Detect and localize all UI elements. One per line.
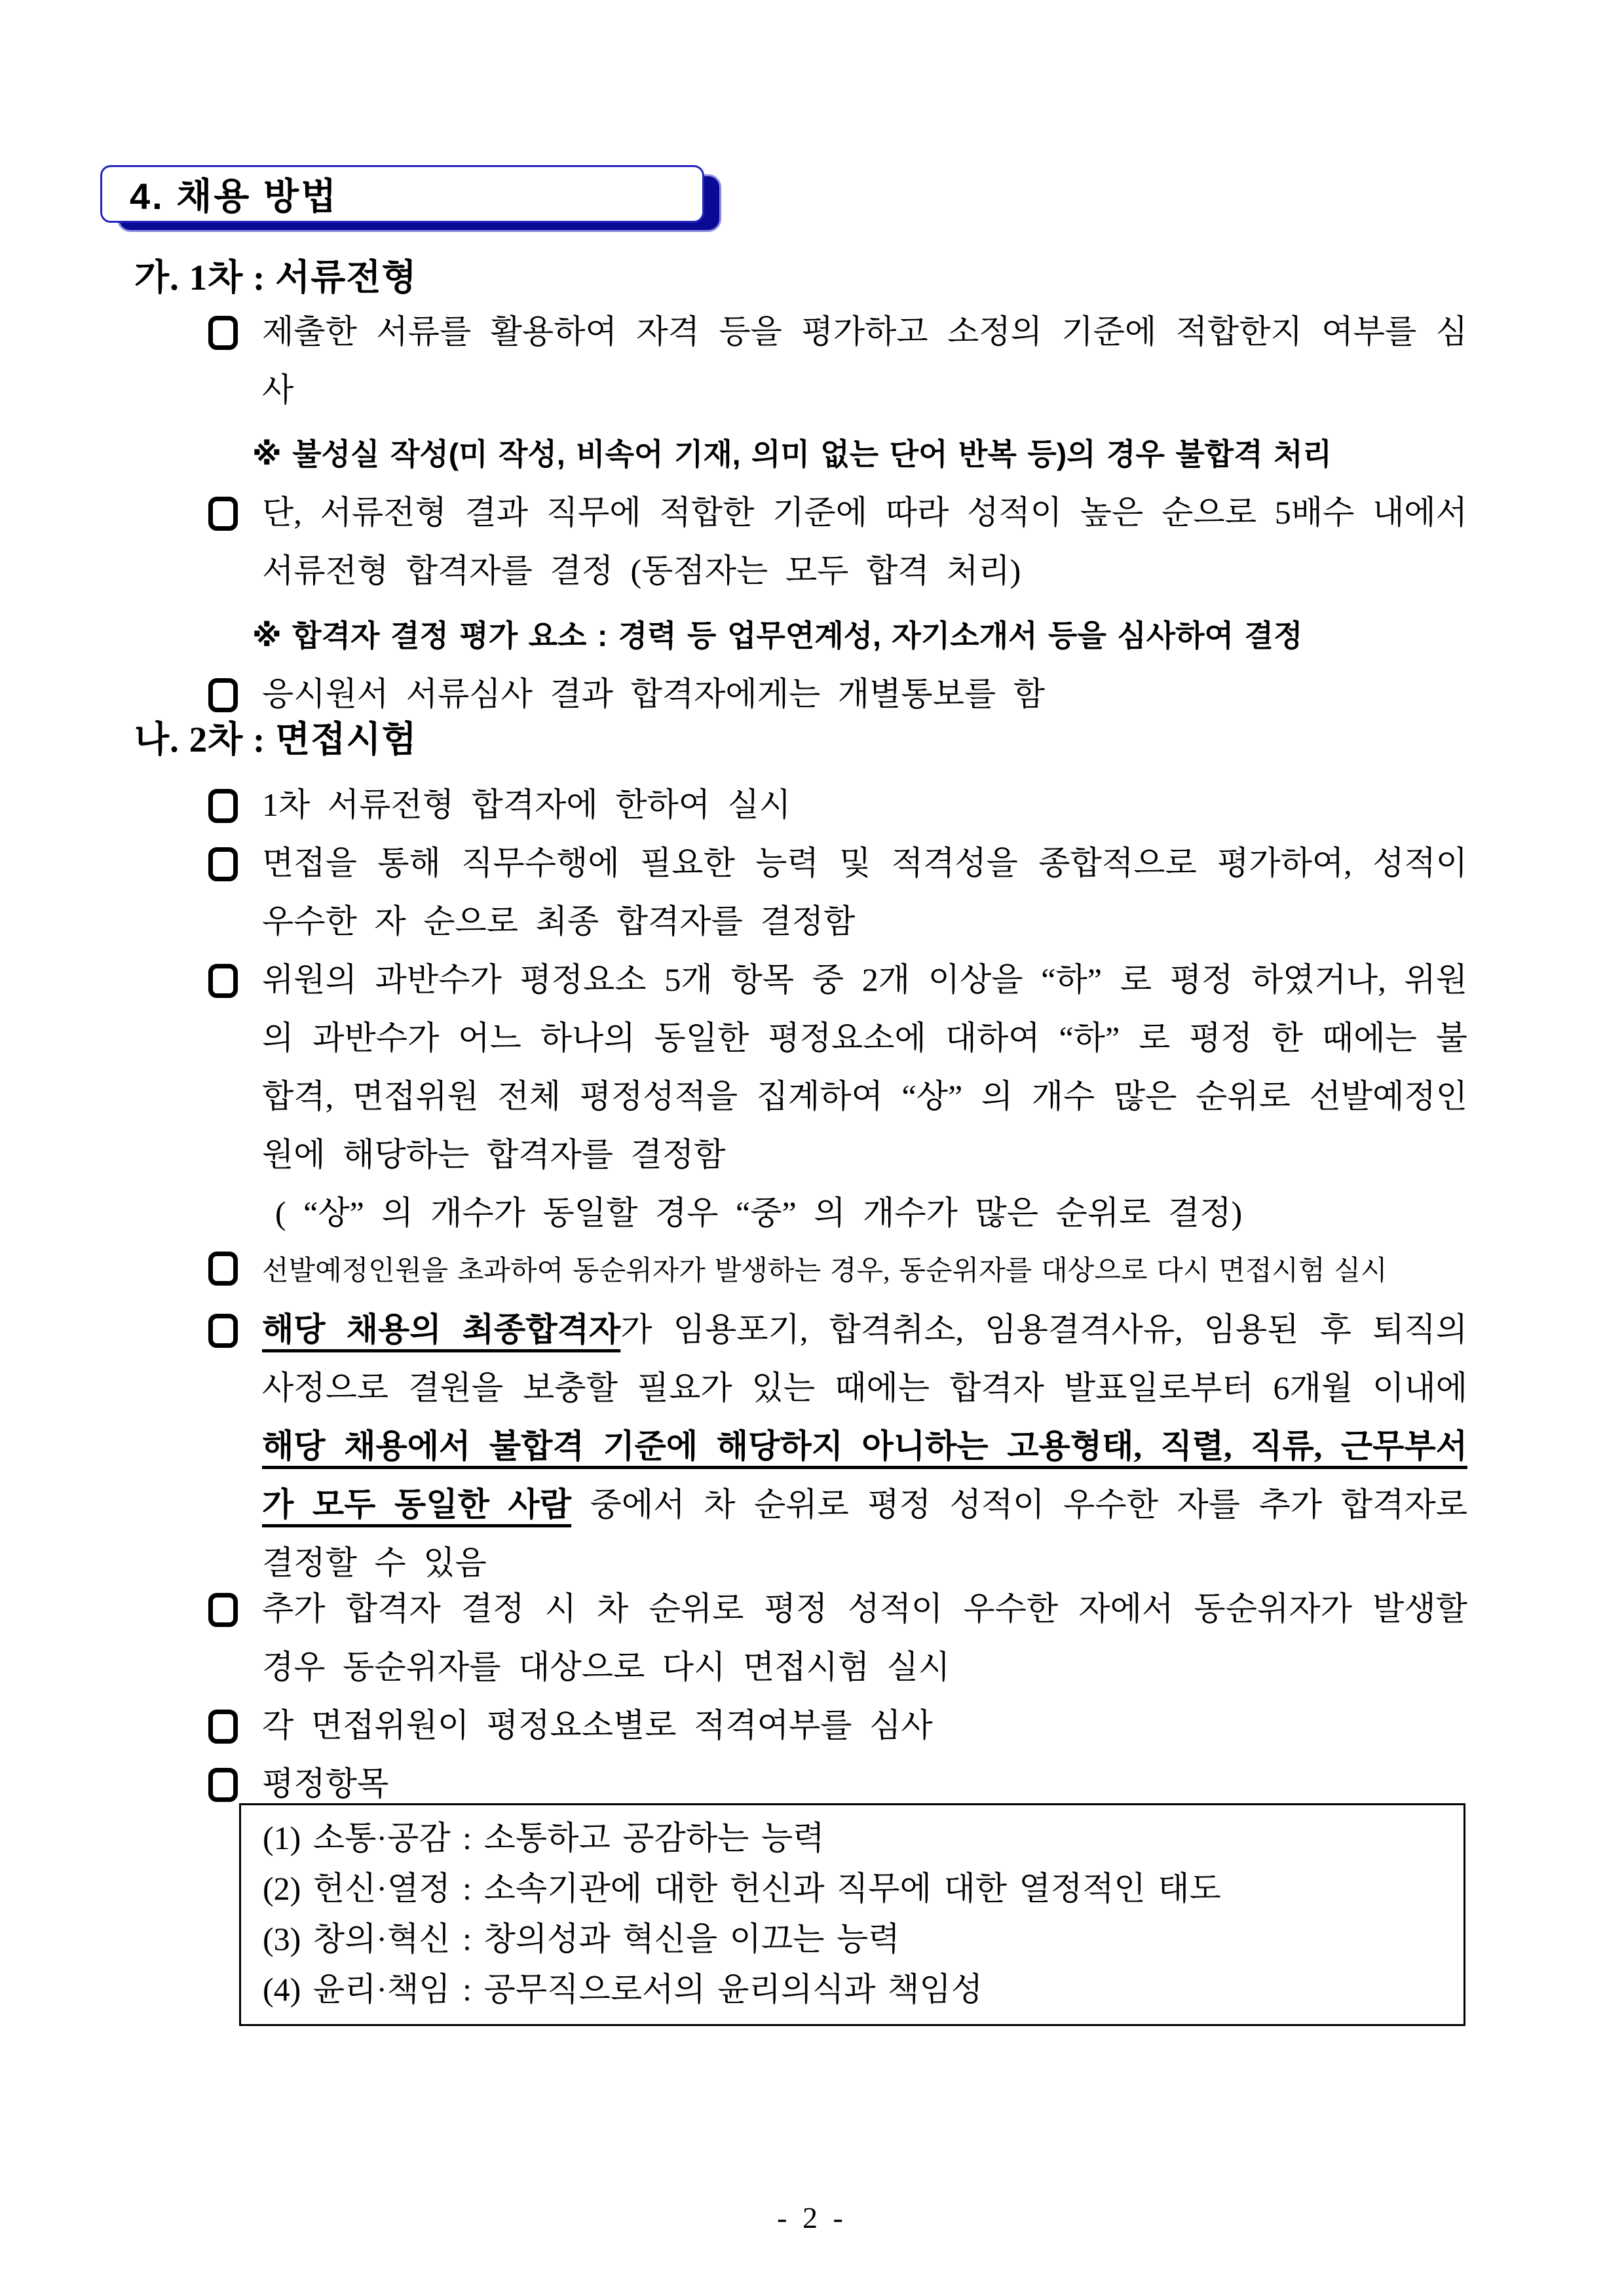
- page-title: 4. 채용 방법: [130, 176, 339, 217]
- bullet-item-b5: [262, 1301, 1467, 1592]
- square-bullet-icon: [208, 1314, 238, 1348]
- square-bullet-icon: [208, 497, 238, 531]
- square-bullet-icon: [208, 964, 238, 998]
- bullet-item-b2-text: 면접을 통해 직무수행에 필요한 능력 및 적격성을 종합적으로 평가하여, 성적이 우수한 자 순으로 최종 합격자를 결정함: [262, 845, 1467, 940]
- bullet-item-b7: [262, 1696, 1467, 1755]
- bullet-item-b1-text: 1차 서류전형 합격자에 한하여 실시: [262, 786, 791, 823]
- bullet-item-a1: [262, 303, 1467, 419]
- section-a-heading: 가. 1차 : 서류전형: [134, 258, 417, 297]
- bullet-item-b4-text: 선발예정인원을 초과하여 동순위자가 발생하는 경우, 동순위자를 대상으로 다시 면접시험 실시: [262, 1256, 1388, 1286]
- bullet-item-b2: [262, 834, 1467, 951]
- section-b-heading: 나. 2차 : 면접시험: [134, 719, 417, 759]
- bullet-item-b3: [262, 951, 1467, 1184]
- note-a1: ※ 불성실 작성(미 작성, 비속어 기재, 의미 없는 단어 반복 등)의 경우 불합격 처리: [252, 437, 1332, 471]
- criteria-item-1: (1) 소통·공감 : 소통하고 공감하는 능력: [263, 1820, 825, 1856]
- bullet-item-b6-text: 추가 합격자 결정 시 차 순위로 평정 성적이 우수한 자에서 동순위자가 발생할 경우 동순위자를 대상으로 다시 면접시험 실시: [262, 1590, 1467, 1685]
- square-bullet-icon: [208, 789, 238, 823]
- plain-text: 중에서 차 순위로 평정 성적이 우수한 자를 추가 합격자로 결정할 수 있음: [262, 1486, 1467, 1581]
- bullet-item-b4: [262, 1242, 1467, 1301]
- square-bullet-icon: [208, 847, 238, 881]
- criteria-item-4: (4) 윤리·책임 : 공무직으로서의 윤리의식과 책임성: [263, 1971, 983, 2008]
- square-bullet-icon: [208, 678, 238, 712]
- bullet-item-b3-parenthetical: ( “상” 의 개수가 동일할 경우 “중” 의 개수가 많은 순위로 결정): [275, 1195, 1243, 1231]
- bullet-item-b6: [262, 1580, 1467, 1696]
- bullet-item-b3-text: 위원의 과반수가 평정요소 5개 항목 중 2개 이상을 “하” 로 평정 하였거나, 위원의 과반수가 어느 하나의 동일한 평정요소에 대하여 “하” 로 평정 한 때에는 불합격, 면접위원 전체 평정성적을 집계하여 “상” 의 개수 많은 순위로 선발예정인원에 해당하는 합격자를 결정함: [262, 961, 1467, 1173]
- emphasized-underlined-text: 해당 채용에서 불합격 기준에 해당하지 아니하는 고용형태, 직렬, 직류, 근무부서가 모두 동일한 사람: [262, 1428, 1467, 1523]
- bullet-item-b5-text: [262, 1301, 1467, 1592]
- bullet-item-b7-text: 각 면접위원이 평정요소별로 적격여부를 심사: [262, 1707, 933, 1744]
- bullet-item-a2-text: 단, 서류전형 결과 직무에 적합한 기준에 따라 성적이 높은 순으로 5배수 내에서 서류전형 합격자를 결정 (동점자는 모두 합격 처리): [262, 494, 1467, 589]
- criteria-item-3: (3) 창의·혁신 : 창의성과 혁신을 이끄는 능력: [263, 1921, 900, 1957]
- bullet-item-b8-text: 평정항목: [262, 1765, 389, 1802]
- bullet-item-b1: [262, 776, 1467, 834]
- bullet-item-a3: [262, 665, 1467, 723]
- square-bullet-icon: [208, 316, 238, 350]
- page-number: - 2 -: [777, 2201, 847, 2234]
- square-bullet-icon: [208, 1593, 238, 1627]
- square-bullet-icon: [208, 1252, 238, 1286]
- note-a2: ※ 합격자 결정 평가 요소 : 경력 등 업무연계성, 자기소개서 등을 심사하여 결정: [252, 619, 1303, 653]
- criteria-box: [239, 1803, 1465, 2026]
- bullet-item-a2: [262, 484, 1467, 600]
- bullet-item-b8: [262, 1755, 1467, 1813]
- square-bullet-icon: [208, 1768, 238, 1802]
- bullet-item-a1-text: 제출한 서류를 활용하여 자격 등을 평가하고 소정의 기준에 적합한지 여부를 심사: [262, 313, 1467, 408]
- criteria-item-2: (2) 헌신·열정 : 소속기관에 대한 헌신과 직무에 대한 열정적인 태도: [263, 1870, 1221, 1907]
- plain-text: 가 임용포기, 합격취소, 임용결격사유, 임용된 후 퇴직의 사정으로 결원을 보충할 필요가 있는 때에는 합격자 발표일로부터 6개월 이내에: [262, 1311, 1468, 1406]
- square-bullet-icon: [208, 1710, 238, 1744]
- emphasized-underlined-text: 해당 채용의 최종합격자: [262, 1311, 621, 1348]
- bullet-item-a3-text: 응시원서 서류심사 결과 합격자에게는 개별통보를 함: [262, 676, 1046, 712]
